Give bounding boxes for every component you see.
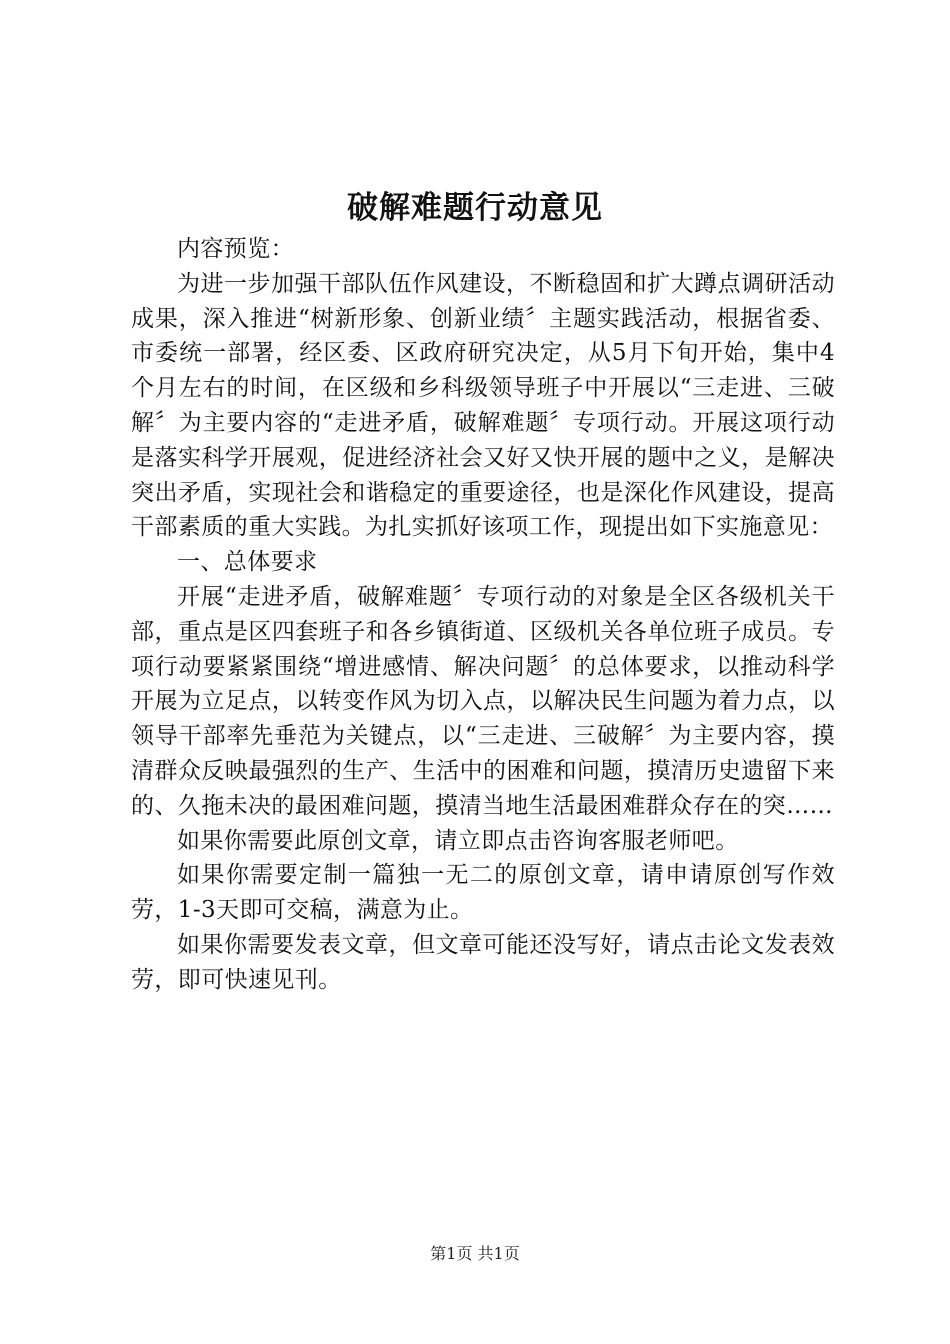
section-paragraph: 开展“走进矛盾，破解难题〞专项行动的对象是全区各级机关干部，重点是区四套班子和各乡镇街道、区级机关各单位班子成员。专项行动要紧紧围绕“增进感情、解决问题〞的总体要求，以推动科学开展为立足点，以转变作风为切入点，以解决民生问题为着力点，以领导干部率先垂范为关键点，以“三走进、三破解〞为主要内容，摸清群众反映最强烈的生产、生活中的困难和问题，摸清历史遗留下来的、久拖未决的最困难问题，摸清当地生活最困难群众存在的突…… bbox=[131, 583, 835, 819]
document-title: 破解难题行动意见 bbox=[347, 190, 603, 226]
document-body bbox=[131, 232, 835, 998]
publish-service-paragraph[interactable]: 如果你需要发表文章，但文章可能还没写好，请点击论文发表效劳，即可快速见刊。 bbox=[131, 931, 835, 993]
section-heading: 一、总体要求 bbox=[177, 549, 318, 576]
intro-paragraph: 为进一步加强干部队伍作风建设，不断稳固和扩大蹲点调研活动成果，深入推进“树新形象、创新业绩〞主题实践活动，根据省委、市委统一部署，经区委、区政府研究决定，从5月下旬开始，集中4个月左右的时间，在区级和乡科级领导班子中开展以“三走进、三破解〞为主要内容的“走进矛盾，破解难题〞专项行动。开展这项行动是落实科学开展观，促进经济社会又好又快开展的题中之义，是解决突出矛盾，实现社会和谐稳定的重要途径，也是深化作风建设，提高干部素质的重大实践。为扎实抓好该项工作，现提出如下实施意见： bbox=[131, 270, 835, 541]
consult-link-paragraph[interactable]: 如果你需要此原创文章，请立即点击咨询客服老师吧。 bbox=[177, 827, 739, 854]
page-footer: 第1页 共1页 bbox=[430, 1244, 520, 1263]
custom-writing-paragraph[interactable]: 如果你需要定制一篇独一无二的原创文章，请申请原创写作效劳，1-3天即可交稿，满意为止。 bbox=[131, 862, 835, 924]
preview-label: 内容预览： bbox=[177, 236, 294, 262]
